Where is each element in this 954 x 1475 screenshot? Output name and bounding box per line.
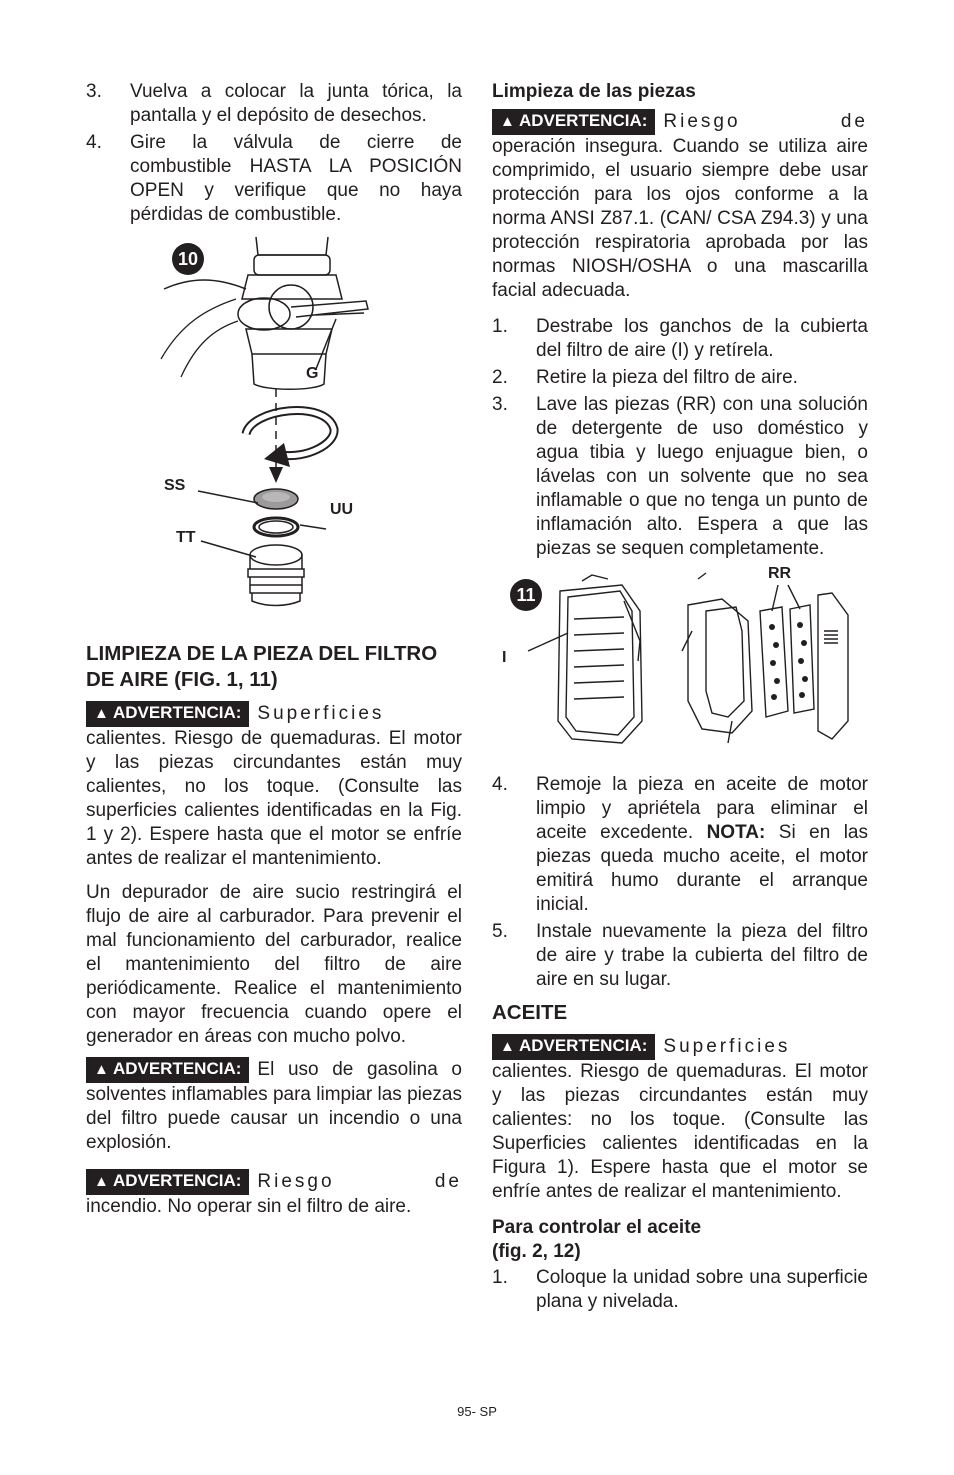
warning-label: ADVERTENCIA: [112,1059,242,1078]
subheading: Para controlar el aceite [492,1217,702,1238]
warning-block [492,1034,868,1204]
list-item [86,80,462,128]
warning-badge [492,1034,655,1060]
warning-badge [492,109,655,135]
warning-lead: Riesgo de [257,1171,462,1192]
list-text: Coloque la unidad sobre una superficie plana y nivelada. [536,1267,868,1312]
label-ss: SS [164,477,186,494]
list-number: 3. [492,394,508,415]
fuel-valve-illustration [86,229,462,627]
label-rr: RR [768,565,792,582]
list-number: 1. [492,316,508,337]
warning-triangle-icon: ▲ [500,1038,515,1055]
left-column [86,80,462,1219]
warning-triangle-icon: ▲ [500,113,515,130]
label-tt: TT [176,529,196,546]
list-text: Vuelva a colocar la junta tórica, la pantalla y el depósito de desechos. [130,81,462,126]
warning-lead: Superficies [257,703,385,724]
list-number: 4. [492,774,508,795]
right-column [492,80,868,1314]
warning-block [86,1057,462,1155]
warning-label: ADVERTENCIA: [112,703,242,722]
label-uu: UU [330,501,354,518]
air-filter-illustration [492,571,868,761]
list-text: Si en las piezas queda mucho aceite, el motor emitirá humo durante el arranque inicial. [536,822,868,915]
warning-label: ADVERTENCIA: [518,1036,648,1055]
warning-triangle-icon: ▲ [94,705,109,722]
warning-label: ADVERTENCIA: [518,111,648,130]
warning-block [86,701,462,871]
list-number: 4. [86,132,102,153]
list-text: Lave las piezas (RR) con una solución de detergente de uso doméstico y agua tibia y luego enjuague bien, o lávelas con un solvente que no sea inflamable o que no tenga un punto de inflamación alto. Espera a que las piezas se sequen completamente. [536,394,868,559]
warning-lead: Superficies [663,1036,791,1057]
list-item [86,131,462,227]
warning-badge [86,1057,249,1083]
label-i: I [502,649,507,666]
list-item [492,366,868,390]
warning-text: El uso de gasolina o solventes inflamables para limpiar las piezas del filtro puede causar un incendio o una explosión. [86,1059,462,1153]
page-number: 95- SP [457,1404,497,1419]
warning-triangle-icon: ▲ [94,1173,109,1190]
list-text: Instale nuevamente la pieza del filtro de aire y trabe la cubierta del filtro de aire en su lugar. [536,921,868,990]
warning-block [492,109,868,303]
note-label: NOTA: [706,822,766,843]
figure-11 [492,565,868,761]
body-paragraph: Un depurador de aire sucio restringirá el flujo de aire al carburador. Para prevenir el mal funcionamiento del carburador, realice el mantenimiento del filtro de aire periódicamente. Realice el mantenimiento con mayor frecuencia cuando opere el generador en áreas con mucho polvo. [86,882,462,1047]
list-text: Retire la pieza del filtro de aire. [536,367,798,388]
list-item [492,1266,868,1314]
section-heading: ACEITE [492,1001,568,1024]
warning-text: calientes. Riesgo de quemaduras. El motor y las piezas circundantes están muy calientes: no los toque. (Consulte las Superficies calientes identificadas en la Figura 1). Espere hasta que el motor se enfríe antes de realizar el mantenimiento. [492,1061,868,1202]
warning-text: incendio. No operar sin el filtro de aire. [86,1196,412,1217]
list-item [492,315,868,363]
list-item [492,920,868,992]
list-item [492,393,868,561]
list-number: 1. [492,1267,508,1288]
warning-text: operación insegura. Cuando se utiliza aire comprimido, el usuario siempre debe usar protección para los ojos conforme a la norma ANSI Z87.1. (CAN/ CSA Z94.3) y una protección respiratoria aprobada por las normas NIOSH/OSHA o una mascarilla facial adecuada. [492,136,868,301]
section-heading: LIMPIEZA DE LA PIEZA DEL FILTRO DE AIRE (FIG. 1, 11) [86,642,438,691]
list-text: Gire la válvula de cierre de combustible HASTA LA POSICIÓN OPEN y verifique que no haya pérdidas de combustible. [130,132,462,225]
warning-badge [86,1169,249,1195]
list-number: 2. [492,367,508,388]
warning-text: calientes. Riesgo de quemaduras. El motor y las piezas circundantes están muy calientes, no los toque. (Consulte las superficies calientes identificadas en la Fig. 1 y 2). Espere hasta que el motor se enfríe antes de realizar el mantenimiento. [86,728,462,869]
subheading: Limpieza de las piezas [492,81,696,102]
figure-badge: 11 [510,579,542,611]
cleaning-steps-list-continued [492,773,868,992]
list-item [492,773,868,917]
label-g: G [306,365,319,382]
list-number: 3. [86,81,102,102]
warning-label: ADVERTENCIA: [112,1171,242,1190]
warning-triangle-icon: ▲ [94,1061,109,1078]
warning-lead: Riesgo de [663,111,868,132]
warning-block [86,1169,462,1219]
warning-badge [86,701,249,727]
list-number: 5. [492,921,508,942]
list-text: Remoje la pieza en aceite de motor limpio y apriétela para eliminar el aceite excedente. [536,774,868,843]
figure-10 [86,229,462,627]
figure-badge: 10 [172,243,204,275]
cleaning-steps-list [492,315,868,561]
subheading: (fig. 2, 12) [492,1241,581,1262]
list-text: Destrabe los ganchos de la cubierta del filtro de aire (I) y retírela. [536,316,868,361]
